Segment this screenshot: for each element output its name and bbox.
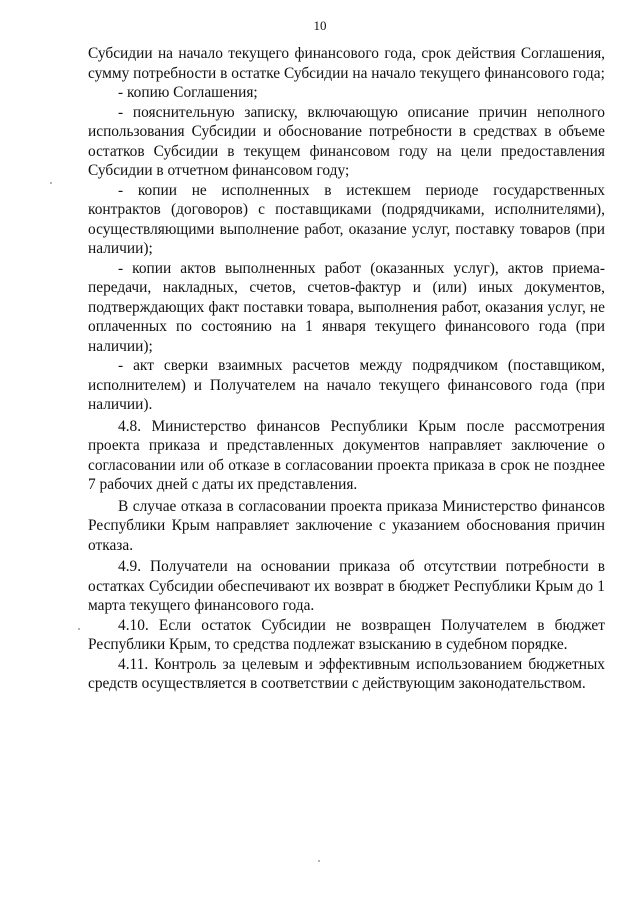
page-number: 10 [313, 18, 327, 33]
paragraph-continuation: Субсидии на начало текущего финансового года, срок действия Соглашения, сумму потребности в остатке Субсидии на начало текущего финансового года; [88, 45, 605, 82]
clause-4-8: 4.8. Министерство финансов Республики Крым после рассмотрения проекта приказа и представленных документов направляет заключение о согласовании или об отказе в согласовании проекта приказа в срок не позднее 7 рабочих дней с даты их представления. [88, 417, 605, 493]
clause-4-9: 4.9. Получатели на основании приказа об отсутствии потребности в остатках Субсидии обеспечивают их возврат в бюджет Республики Крым до 1 марта текущего финансового года. [88, 558, 605, 614]
list-item-agreement-copy: - копию Соглашения; [118, 84, 258, 101]
clause-4-11: 4.11. Контроль за целевым и эффективным использованием бюджетных средств осуществляется в соответствии с действующим законодательством. [88, 655, 605, 692]
scan-speck [318, 860, 320, 862]
list-item-acts-copies: - копии актов выполненных работ (оказанных услуг), актов приема-передачи, накладных, счетов, счетов-фактур и (или) иных документов, подтверждающих факт поставки товара, выполнения работ, оказания услуг, не оплаченных по состоянию на 1 января текущего финансового года (при наличии); [88, 259, 605, 355]
scan-speck [78, 628, 80, 630]
list-item-reconciliation-act: - акт сверки взаимных расчетов между подрядчиком (поставщиком, исполнителем) и Получателем на начало текущего финансового года (при наличии). [88, 357, 605, 413]
clause-4-10: 4.10. Если остаток Субсидии не возвращен Получателем в бюджет Республики Крым, то средства подлежат взысканию в судебном порядке. [88, 616, 605, 653]
paragraph-refusal: В случае отказа в согласовании проекта приказа Министерство финансов Республики Крым направляет заключение с указанием обоснования причин отказа. [88, 497, 605, 554]
scan-speck [50, 182, 52, 184]
list-item-explanatory-note: - пояснительную записку, включающую описание причин неполного использования Субсидии и обоснование потребности в средствах в объеме остатков Субсидии в текущем финансовом году на цели предоставления Субсидии в отчетном финансовом году; [88, 103, 605, 179]
list-item-contract-copies: - копии не исполненных в истекшем периоде государственных контрактов (договоров) с поставщиками (подрядчиками, исполнителями), осуществляющими выполнение работ, оказание услуг, поставку товаров (при наличии); [88, 181, 605, 257]
document-body [88, 44, 605, 694]
